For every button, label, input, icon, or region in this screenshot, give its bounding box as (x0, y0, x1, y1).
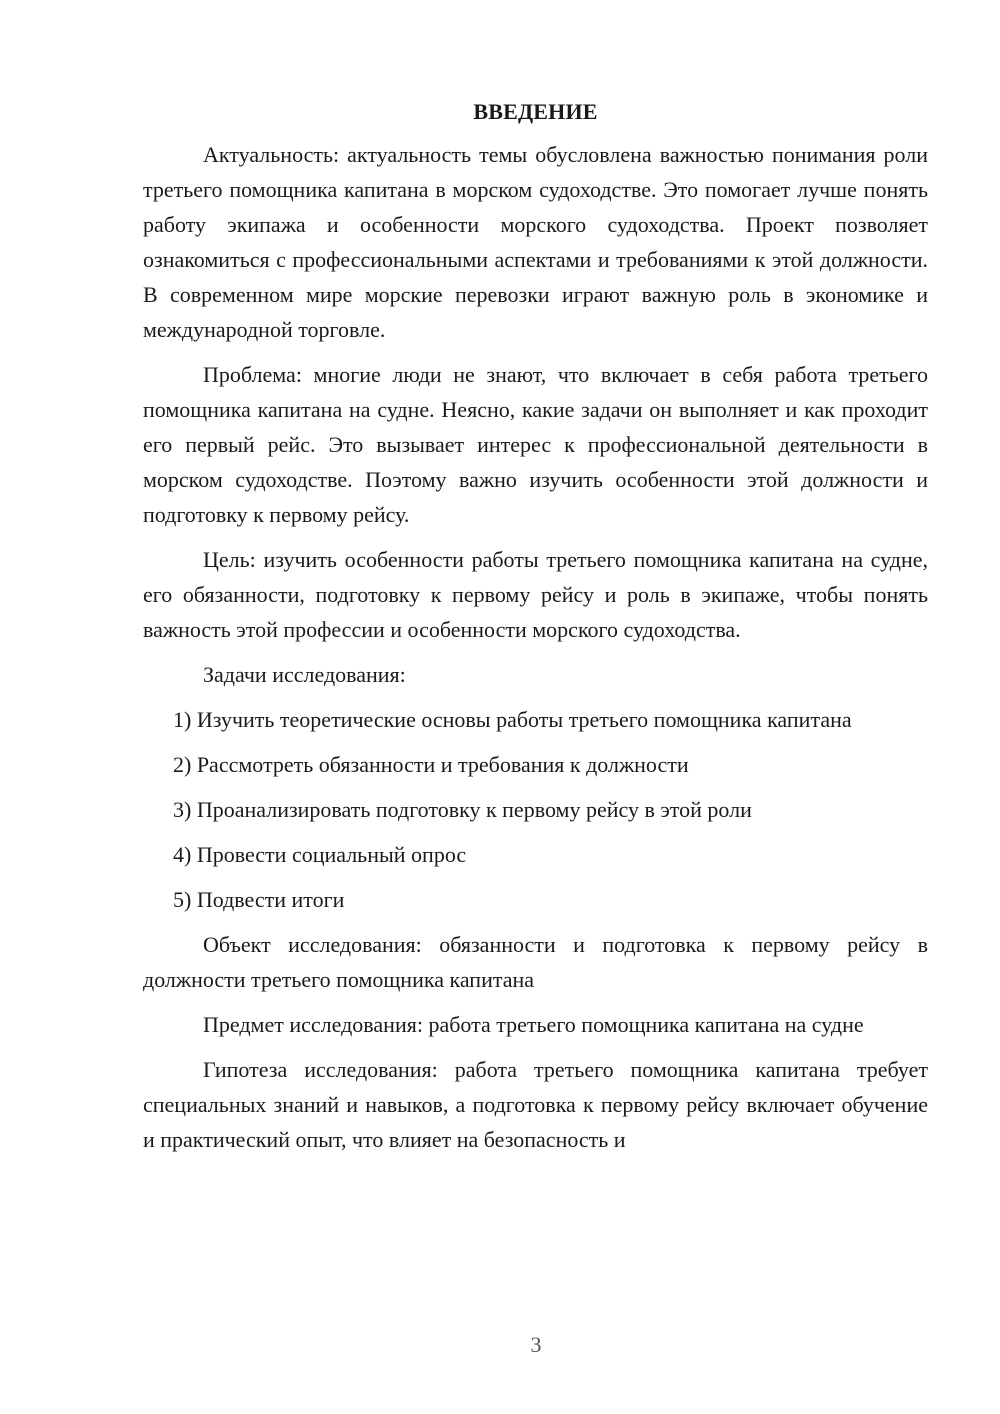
task-item-2: 2) Рассмотреть обязанности и требования к должности (173, 752, 689, 777)
paragraph-tasks-heading: Задачи исследования: (203, 662, 406, 687)
task-item-1: 1) Изучить теоретические основы работы третьего помощника капитана (173, 707, 852, 732)
page-content (143, 94, 928, 1167)
paragraph-relevance: Актуальность: актуальность темы обусловлена важностью понимания роли третьего помощника капитана в морском судоходстве. Это помогает лучше понять работу экипажа и особенности морского судоходства. Проект позволяет ознакомиться с профессиональными аспектами и требованиями к этой должности. В современном мире морские перевозки играют важную роль в экономике и международной торговле. (143, 142, 928, 342)
task-item-5: 5) Подвести итоги (173, 887, 345, 912)
paragraph-hypothesis: Гипотеза исследования: работа третьего помощника капитана требует специальных знаний и навыков, а подготовка к первому рейсу включает обучение и практический опыт, что влияет на безопасность и (143, 1057, 928, 1152)
task-item-4: 4) Провести социальный опрос (173, 842, 467, 867)
paragraph-object: Объект исследования: обязанности и подготовка к первому рейсу в должности третьего помощника капитана (143, 932, 928, 992)
page-number: 3 (530, 1332, 542, 1357)
paragraph-subject: Предмет исследования: работа третьего помощника капитана на судне (203, 1012, 864, 1037)
paragraph-goal: Цель: изучить особенности работы третьего помощника капитана на судне, его обязанности, подготовку к первому рейсу и роль в экипаже, чтобы понять важность этой профессии и особенности морского судоходства. (143, 547, 928, 642)
task-item-3: 3) Проанализировать подготовку к первому рейсу в этой роли (173, 797, 752, 822)
section-title: ВВЕДЕНИЕ (473, 99, 598, 124)
paragraph-problem: Проблема: многие люди не знают, что включает в себя работа третьего помощника капитана на судне. Неясно, какие задачи он выполняет и как проходит его первый рейс. Это вызывает интерес к профессиональной деятельности в морском судоходстве. Поэтому важно изучить особенности этой должности и подготовку к первому рейсу. (143, 362, 928, 527)
